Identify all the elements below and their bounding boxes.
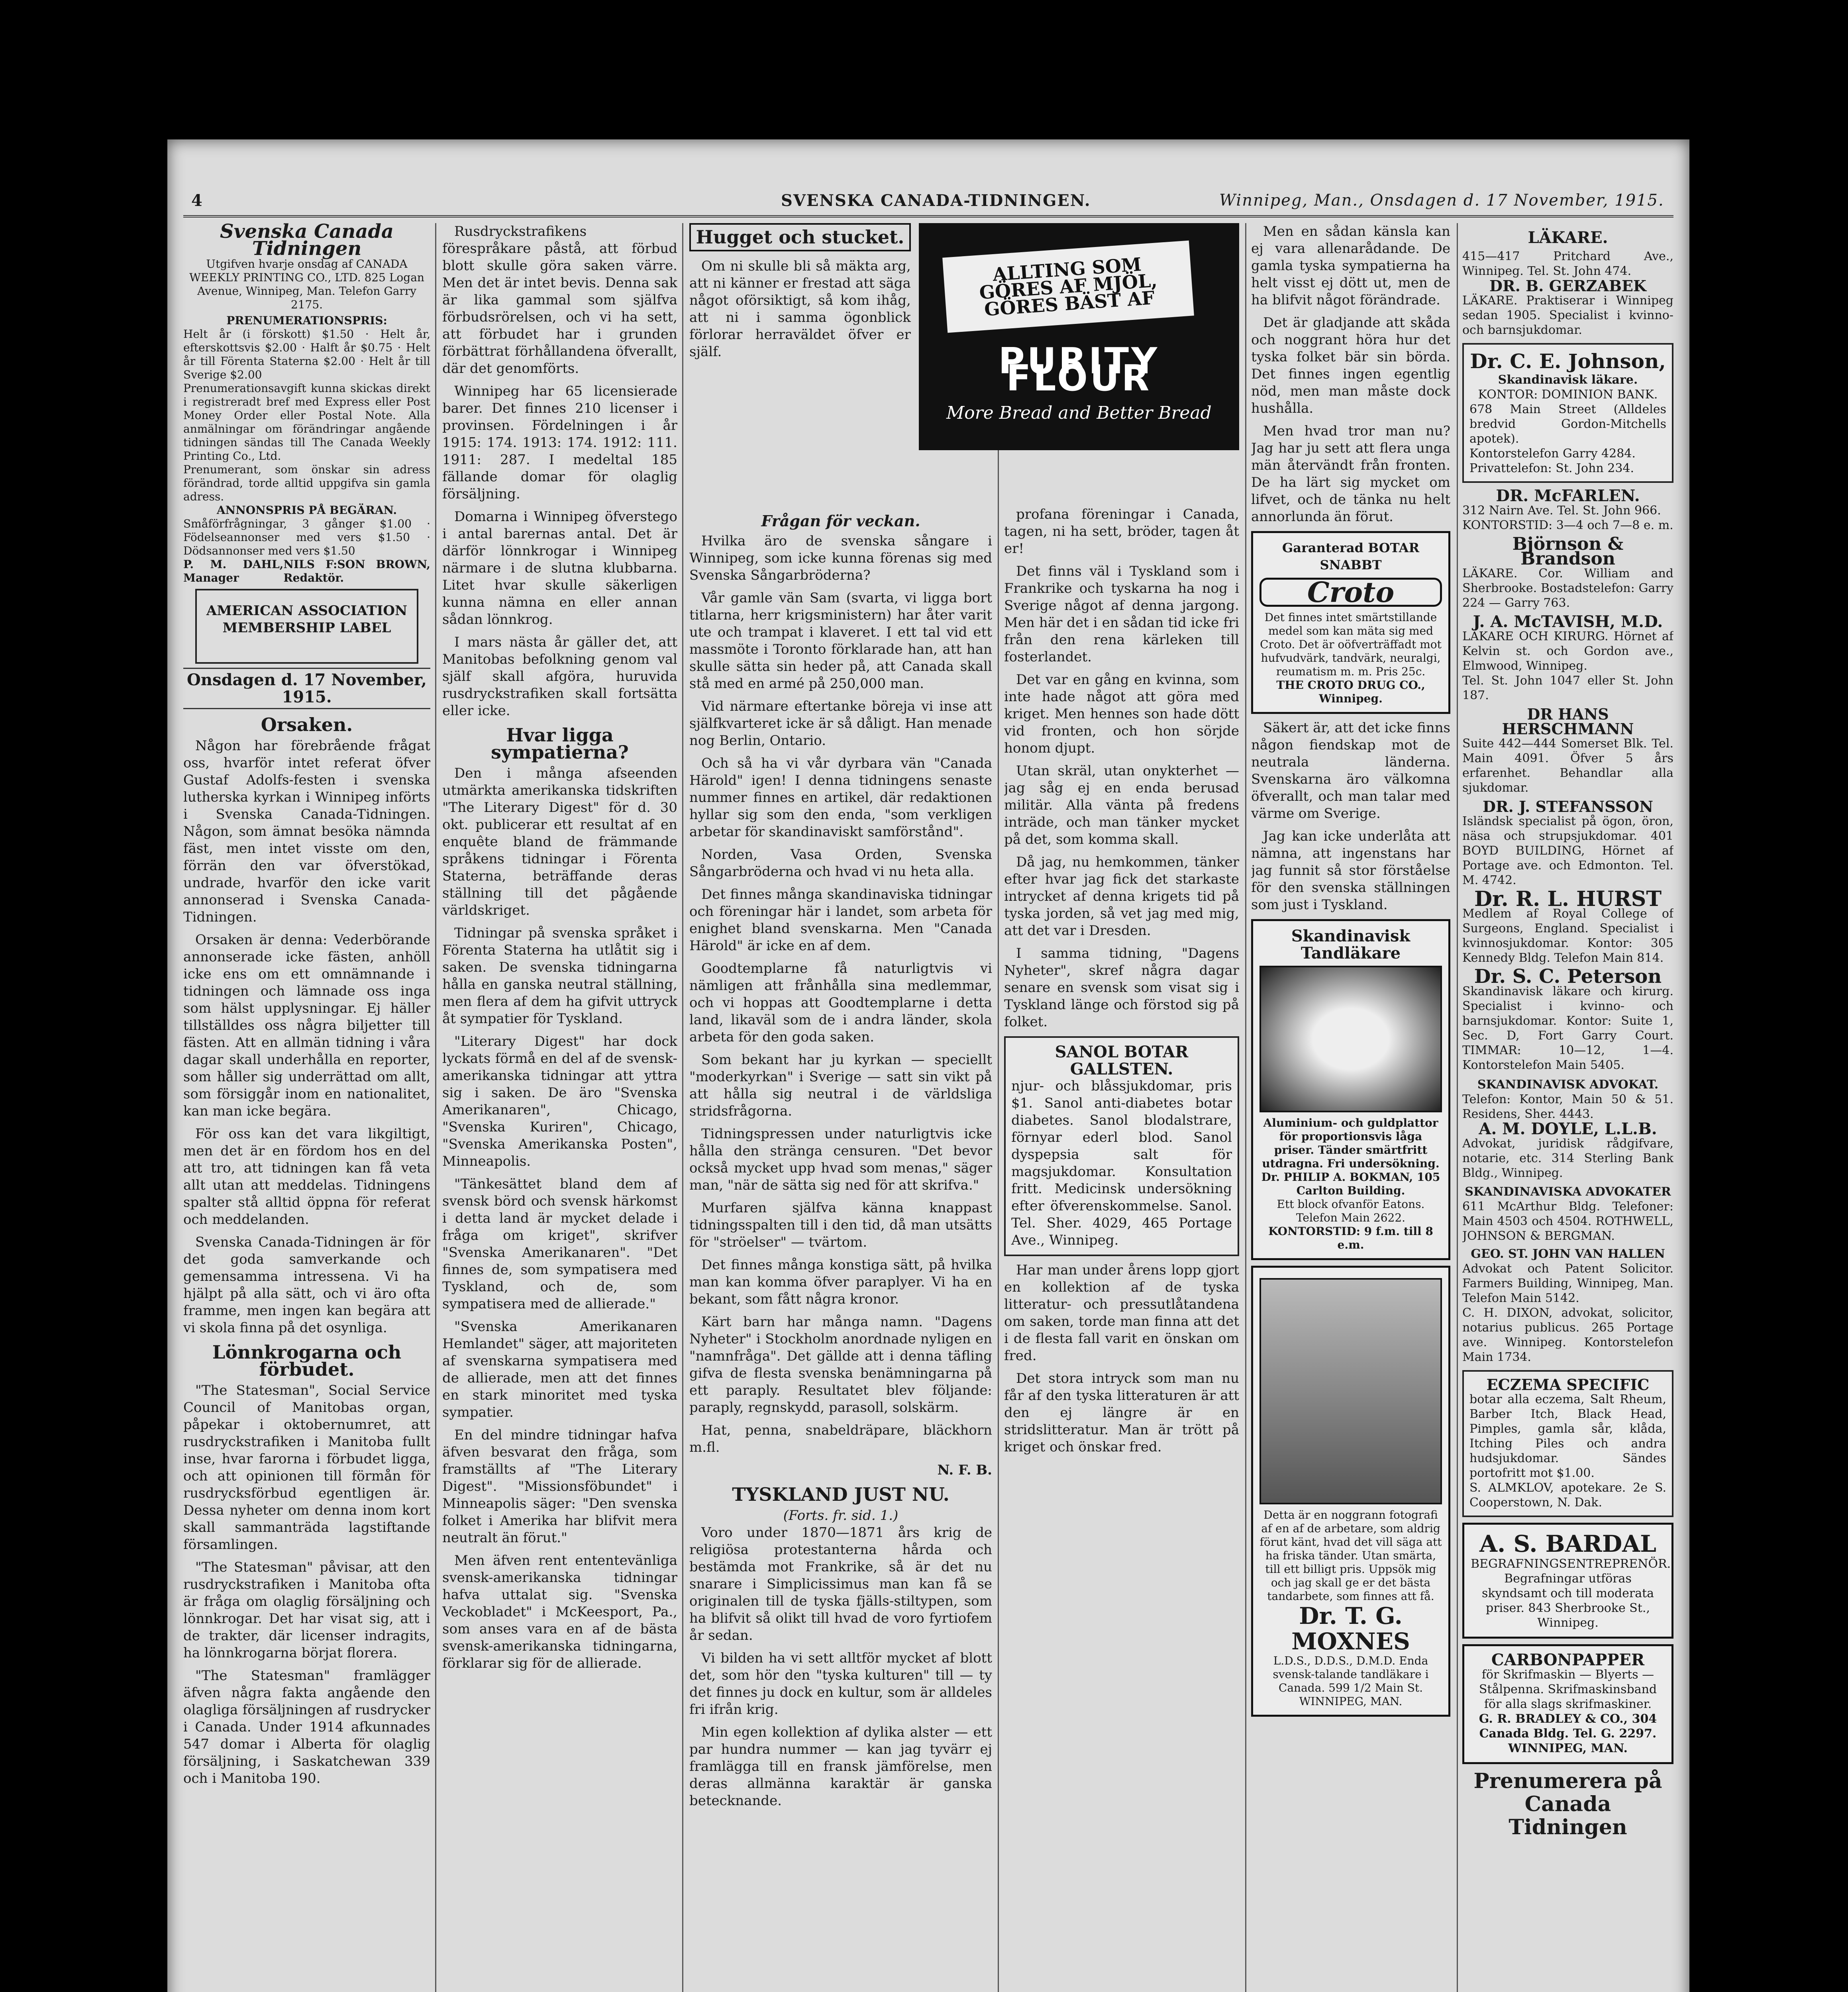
column-3 — [689, 506, 992, 1992]
mctavish-tel: Tel. St. John 1047 eller St. John 187. — [1462, 674, 1673, 702]
ads-rates: Småförfrågningar, 3 gånger $1.00 · Födelseannonser med vers $1.50 · Dödsannonser med vers $1.50 — [183, 517, 430, 557]
article-paragraph: Men en sådan känsla kan ej vara allenarådande. De gamla tyska sympatierna ha helt visst ej dött ut, men de ha blifvit något förändrade. — [1251, 224, 1450, 308]
mctavish-desc: LÄKARE OCH KIRURG. Hörnet af Kelvin st. och Gordon ave., Elmwood, Winnipeg. — [1462, 629, 1673, 673]
herschmann-desc: Suite 442—444 Somerset Blk. Tel. Main 4091. Öfver 5 års erfarenhet. Behandlar alla sjukdomar. — [1462, 737, 1673, 795]
advokater-desc: 611 McArthur Bldg. Telefoner: Main 4503 och 4504. ROTHWELL, JOHNSON & BERGMAN. — [1462, 1200, 1673, 1243]
tandlakare-hours: KONTORSTID: 9 f.m. till 8 e.m. — [1268, 1225, 1433, 1251]
continued-note: (Forts. fr. sid. 1.) — [783, 1508, 898, 1523]
article-paragraph: Orsaken är denna: Vederbörande annonserade icke fästen, anhöll icke ens om ett omnämnande i tidningen och lämnade oss inga som hälst upplysningar. Ej häller tillställdes oss några biljetter till fästen. Att en allmän tidning i våra dagar skall underhålla en reporter, som håller sig underrättad om allt, som försiggår inom en nationalitet, kan man icke begära. — [183, 932, 430, 1119]
article-paragraph: Någon har förebrående frågat oss, hvarför intet referat öfver Gustaf Adolfs-festen i svenska lutherska kyrkan i Winnipeg införts i Svenska Canada-Tidningen. Någon, som ämnat besöka nämnda fäst, men intet visste om den, förrän den var öfverstökad, undrade, hvarför den icke varit annonserad i Svenska Canada-Tidningen. — [183, 738, 430, 925]
sanol-heading: SANOL BOTAR GALLSTEN. — [1055, 1043, 1189, 1078]
article-paragraph: Utan skräl, utan onykterhet — jag såg ej en enda berusad militär. Alla vänta på fredens inträde, och man tänker mycket på det, som komma skall. — [1004, 763, 1239, 847]
mctavish-name: J. A. McTAVISH, M.D. — [1473, 612, 1663, 631]
article-paragraph: Det stora intryck som man nu får af den tyska litteraturen är att den ej längre är en stridslitteratur. Man är trött på kriget och önskar fred. — [1004, 1370, 1239, 1455]
carbonpapper-text: för Skrifmaskin — Blyerts — Stålpenna. Skrifmaskinsband för alla slags skrifmaskiner. — [1479, 1668, 1657, 1711]
article-paragraph: För oss kan det vara likgiltigt, men det är en fördom hos en del att tro, att tidningen kan få veta allt utan att meddelas. Tidningens spalter stå alltid öppna för referat och meddelanden. — [183, 1126, 430, 1227]
publisher-info: Utgifven hvarje onsdag af CANADA WEEKLY PRINTING CO., LTD. 825 Logan Avenue, Winnipeg, Man. Telefon Garry 2175. — [189, 257, 424, 311]
article-paragraph: Om ni skulle bli så mäkta arg, att ni känner er frestad att säga något oförsiktigt, så kom ihåg, att ni i samma ögonblick förlorar herraväldet öfver er själf. — [689, 258, 911, 360]
article-paragraph: Hat, penna, snabeldräpare, bläckhorn m.fl. — [689, 1422, 992, 1455]
moxnes-name: Dr. T. G. MOXNES — [1291, 1602, 1410, 1655]
article-paragraph: Säkert är, att det icke finns någon fiendskap mot de neutrala länderna. Svenskarna äro välkomna öfverallt, och man talar med värme om Sverige. — [1251, 720, 1450, 822]
purity-flour-brand: PURITY FLOUR — [998, 340, 1160, 399]
article-paragraph: Det var en gång en kvinna, som inte hade något att göra med kriget. Men hennes son hade dött vid fronten, och hon sörjde honom djupt. — [1004, 672, 1239, 756]
article-paragraph: profana föreningar i Canada, tagen, ni ha sett, bröder, tagen åt er! — [1004, 506, 1239, 557]
article-paragraph: I samma tidning, "Dagens Nyheter", skref några dagar senare en svensk som visat sig i Tyskland länge och förstod sig på folket. — [1004, 945, 1239, 1030]
issue-dateline: Winnipeg, Man., Onsdagen d. 17 November, 1915. — [1219, 191, 1664, 210]
moxnes-ad — [1251, 1266, 1450, 1717]
article-paragraph: Men hvad tror man nu? Jag har ju sett att flera unga män återvändt från fronten. De ha lärt sig mycket om lifvet, och de tänka nu helt annorlunda än förut. — [1251, 423, 1450, 525]
croto-company: THE CROTO DRUG CO., Winnipeg. — [1276, 678, 1425, 705]
sanol-text: njur- och blåssjukdomar, pris $1. Sanol anti-diabetes botar diabetes. Sanol blodalstrare, förnyar ederl blod. Sanol dyspepsia salt för magsjukdomar. Konsultation fritt. Medicinsk undersökning efter öfverenskommelse. Sanol. Tel. Sher. 4029, 465 Portage Ave., Winnipeg. — [1011, 1078, 1232, 1248]
article-paragraph: "The Statesman", Social Service Council of Manitobas organ, påpekar i oktobernumret, att rusdryckstrafiken i Manitoba fullt inse, hvar farorna i förbudet ligga, och att opinionen till förmån för rusdrycksförbud egentligen är. Dessa nyheter om denna inom kort skall sammanträda lagstiftande församlingen. — [183, 1382, 430, 1553]
masthead: Svenska Canada Tidningen — [220, 223, 394, 260]
carbonpapper-company: G. R. BRADLEY & CO., 304 Canada Bldg. Tel. G. 2297. WINNIPEG, MAN. — [1479, 1712, 1657, 1755]
johnson-name: Dr. C. E. Johnson, — [1470, 349, 1666, 373]
advokat-1-tel: Telefon: Kontor, Main 50 & 51. Residens, Sher. 4443. — [1462, 1092, 1673, 1121]
article-paragraph: Svenska Canada-Tidningen är för det goda samverkande och gemensamma intressena. Vi ha hjälpt på alla sätt, och vi äro ofta framme, men ingen kan begära att vi skola finna på det osynliga. — [183, 1234, 430, 1336]
article-paragraph: Vi bilden ha vi sett alltför mycket af blott det, som hör den "tyska kulturen" till — ty det finnes ju dock en kultur, som är alldeles fri ifrån krig. — [689, 1650, 992, 1718]
newspaper-title: SVENSKA CANADA-TIDNINGEN. — [781, 191, 1091, 210]
subscription-notice: Prenumerationsavgift kunna skickas direkt i registreradt bref med Express eller Post Money Order eller Postal Note. Alla anmälningar om förändringar angående tidningen sändas till The Canada Weekly Printing Co., Ltd. — [183, 382, 430, 463]
prices-title: PRENUMERATIONSPRIS: — [226, 314, 387, 327]
article-paragraph: "Tänkesättet bland dem af svensk börd och svensk härkomst i detta land är mycket delade i fråga om kriget", skrifver "Svenska Amerikanaren". "Det finnes de, som sympatisera med Tyskland, och de, som sympatisera med de allierade." — [442, 1176, 677, 1312]
article-paragraph: "Svenska Amerikanaren Hemlandet" säger, att majoriteten af svenskarna sympatisera med de allierade, men att det finnes en stark minoritet med tyska sympatier. — [442, 1319, 677, 1420]
johnson-title: Skandinavisk läkare. — [1498, 373, 1638, 387]
lakare-heading: LÄKARE. — [1528, 228, 1608, 247]
peterson-name: Dr. S. C. Peterson — [1474, 965, 1662, 988]
article-paragraph: Domarna i Winnipeg öfverstego i antal barernas antal. Det är därför lönnkrogar i Winnipeg närmare i de slutna klubbarna. Litet hvar skulle säkerligen kunna nämna en eller annan sådan lönnkrog. — [442, 509, 677, 627]
ads-title: ANNONSPRIS PÅ BEGÄRAN. — [216, 504, 397, 517]
tandlakare-doctor: Dr. PHILIP A. BOKMAN, 105 Carlton Building. — [1261, 1170, 1440, 1197]
article-paragraph: Som bekant har ju kyrkan — speciellt "moderkyrkan" i Sverige — satt sin vikt på att hålla sig neutral i de världsliga stridsfrågorna. — [689, 1052, 992, 1119]
headline-tyskland: TYSKLAND JUST NU. — [732, 1484, 950, 1505]
column-1 — [183, 223, 430, 1992]
article-paragraph: Tidningar på svenska språket i Förenta Staterna ha utlåtit sig i saken. De svenska tidningarna hålla en ganska neutral ställning, men flera af dem ha gifvit uttryck åt sympatier för Tyskland. — [442, 925, 677, 1027]
article-paragraph: Hvilka äro de svenska sångare i Winnipeg, som icke kunna förenas sig med Svenska Sångarbröderna? — [689, 533, 992, 583]
article-paragraph: Det är gladjande att skåda och noggrant höra hur det tyska folket bär sin börda. Det finnes ingen egentlig nöd, men man måste dock hushålla. — [1251, 315, 1450, 416]
purity-flour-ad — [919, 223, 1239, 450]
doyle-name: A. M. DOYLE, L.L.B. — [1479, 1120, 1657, 1138]
stefansson-name: DR. J. STEFANSSON — [1482, 798, 1654, 816]
mcfarlen-address: 312 Nairn Ave. Tel. St. John 966. — [1462, 504, 1661, 518]
article-paragraph: Och så ha vi vår dyrbara vän "Canada Härold" igen! I denna tidningens senaste nummer finnes en artikel, där redaktionen hyllar sig som den enda, "som verkligen arbetar för skandinaviskt samförstånd". — [689, 755, 992, 840]
johnson-address: 678 Main Street (Alldeles bredvid Gordon-Mitchells apotek). — [1469, 402, 1666, 446]
advokater-heading: SKANDINAVISKA ADVOKATER — [1465, 1185, 1671, 1199]
article-paragraph: "The Statesman" framlägger äfven några fakta angående den olagliga försäljningen af rusdrycker i Canada. Under 1914 afkunnades 547 domar i Alberta för olaglig försäljning, i Saskatchewan 339 och i Manitoba 190. — [183, 1668, 430, 1786]
eczema-text: botar alla eczema, Salt Rheum, Barber Itch, Black Head, Pimples, gamla sår, klåda, Itching Piles och andra hudsjukdomar. Sändes portofritt mot $1.00. — [1469, 1392, 1666, 1480]
editor: NILS F:SON BROWN, Redaktör. — [283, 558, 430, 584]
article-paragraph: Vid närmare eftertanke böreja vi inse att själfkvarteret icke är så dåligt. Han menade nog Berlin, Ontario. — [689, 698, 992, 749]
carbonpapper-ad — [1462, 1644, 1673, 1764]
column-5 — [1251, 223, 1450, 1992]
article-paragraph: Rusdryckstrafikens förespråkare påstå, att förbud blott skulle göra saken värre. Men det är intet bevis. Denna sak är lika gammal som själfva förbudsrörelsen, och vi ha sett, att förbudet har i grunden förbättrat förhållandena öfverallt, där det genomförts. — [442, 224, 677, 376]
lakare-1-name: DR. B. GERZABEK — [1489, 277, 1646, 295]
article-paragraph: Den i många afseenden utmärkta amerikanska tidskriften "The Literary Digest" för d. 30 okt. publicerar ett resultat af en enquête bland de främmande språkens tidningar i Förenta Staterna, beträffande deras ställning till det pågående världskriget. — [442, 765, 677, 918]
lakare-1-desc: LÄKARE. Praktiserar i Winnipeg sedan 1905. Specialist i kvinno- och barnsjukdomar. — [1462, 294, 1673, 337]
bjornson-name: Björnson & Brandson — [1512, 534, 1624, 569]
article-paragraph: "Literary Digest" har dock lyckats förmå en del af de svensk-amerikanska tidningar att yttra sig i saken. De äro "Svenska Amerikanaren", Chicago, "Svenska Kuriren", Chicago, "Svenska Amerikanska Posten", Minneapolis. — [442, 1033, 677, 1169]
prices: Helt år (i förskott) $1.50 · Helt år, efterskottsvis $2.00 · Halft år $0.75 · Helt år till Förenta Staterna $2.00 · Helt år till Sverige $2.00 — [183, 327, 430, 381]
article-paragraph: Vår gamle vän Sam (svarta, vi ligga bort titlarna, herr krigsministern) har åter varit ute och trampat i klaveret. I ett tal vid ett massmöte i Toronto förklarade han, att han skulle sätta sin heder på, att Canada skall stå med en armé på 250,000 man. — [689, 590, 992, 692]
bardal-name: A. S. BARDAL — [1479, 1530, 1656, 1557]
tandlakare-heading: Skandinavisk Tandläkare — [1291, 927, 1411, 963]
article-paragraph: Jag kan icke underlåta att nämna, att ingenstans har jag funnit så stor förståelse för den svenska ställningen som just i Tyskland. — [1251, 828, 1450, 913]
purity-flour-slogan: More Bread and Better Bread — [946, 403, 1212, 423]
van-hallen-desc: Advokat och Patent Solicitor. Farmers Building, Winnipeg, Man. Telefon Main 5142. — [1462, 1262, 1673, 1305]
purity-flour-ad-area — [689, 223, 1239, 502]
column-rule — [1457, 223, 1458, 1992]
article-paragraph: Winnipeg har 65 licensierade barer. Det finnes 210 licenser i provinsen. Fördelningen i år 1915: 174. 1913: 174. 1912: 111. 1911: 287. I medeltal 185 fällande domar för olaglig försäljning. — [442, 383, 677, 502]
eczema-title: ECZEMA SPECIFIC — [1486, 1376, 1650, 1394]
bardal-desc: BEGRAFNINGSENTREPRENÖR. Begrafningar utföras skyndsamt och till moderata priser. 843 Sherbrooke St., Winnipeg. — [1471, 1557, 1671, 1630]
lakare-1-address: 415—417 Pritchard Ave., Winnipeg. Tel. St. John 474. — [1462, 249, 1673, 278]
doyle-desc: Advokat, juridisk rådgifvare, notarie, etc. 314 Sterling Bank Bldg., Winnipeg. — [1462, 1137, 1673, 1180]
manager: P. M. DAHL, Manager — [183, 558, 284, 584]
mcfarlen-hours: KONTORSTID: 3—4 och 7—8 e. m. — [1462, 518, 1673, 532]
hugget-och-stucket-heading: Hugget och stucket. — [689, 223, 911, 251]
address-notice: Prenumerant, som önskar sin adress förändrad, torde alltid uppgifva sin gamla adress. — [183, 463, 430, 503]
dixon-desc: C. H. DIXON, advokat, solicitor, notarius publicus. 265 Portage ave. Winnipeg. Kontorstelefon Main 1734. — [1462, 1306, 1673, 1364]
article-paragraph: Har man under årens lopp gjort en kollektion af de tyska litteratur- och pressutlåtandena om saken, torde man finna att det i de flesta fall varit en önskan om fred. — [1004, 1262, 1239, 1364]
tandlakare-text: Aluminium- och guldplattor för proportionsvis låga priser. Tänder smärtfritt utdragna. Fri undersökning. — [1262, 1116, 1440, 1170]
headline-lonnkrogarna: Lönnkrogarna och förbudet. — [212, 1341, 402, 1380]
headline-sympatierna: Hvar ligga sympatierna? — [491, 724, 629, 763]
column-4 — [1004, 506, 1239, 1992]
article-paragraph: Det finnes många konstiga sätt, på hvilka man kan komma öfver paraplyer. Vi ha en bekant, som fått några kronor. — [689, 1257, 992, 1307]
article-paragraph: Norden, Vasa Orden, Svenska Sångarbröderna och hvad vi nu heta alla. — [689, 847, 992, 880]
article-paragraph: En del mindre tidningar hafva äfven besvarat den fråga, som framställts af "The Literary Digest". "Missionsföbundet" i Minneapolis säger: "Den svenska folket i Amerika har blifvit mera neutralt än förut." — [442, 1427, 677, 1546]
johnson-tel: Kontorstelefon Garry 4284. — [1469, 447, 1636, 461]
johnson-office: KONTOR: DOMINION BANK. — [1478, 388, 1658, 402]
page-header — [183, 187, 1673, 218]
column-6-directory — [1462, 223, 1673, 1992]
bardal-ad — [1462, 1523, 1673, 1639]
sanol-ad — [1004, 1036, 1239, 1256]
croto-text: Det finnes intet smärtstillande medel som kan mäta sig med Croto. Det är oöfverträffadt mot hufvudvärk, tandvärk, neuralgi, reumatism m. m. Pris 25c. — [1260, 611, 1442, 678]
stefansson-desc: Isländsk specialist på ögon, öron, näsa och strupsjukdomar. 401 BOYD BUILDING, Hörnet af Portage ave. och Edmonton. Tel. M. 4742. — [1462, 814, 1673, 887]
croto-guarantee: Garanterad BOTAR SNABBT — [1282, 540, 1420, 573]
tandlakare-address: Ett block ofvanför Eatons. Telefon Main 2622. — [1277, 1198, 1425, 1224]
headline-fragan: Frågan för veckan. — [761, 512, 920, 530]
newspaper-page — [167, 139, 1689, 1992]
carbonpapper-title: CARBONPAPPER — [1491, 1651, 1645, 1669]
article-paragraph: Min egen kollektion af dylika alster — ett par hundra nummer — kan jag tyvärr ej framlägga till en fransk jämförelse, men deras allmänna karaktär är ganska betecknande. — [689, 1724, 992, 1809]
signature: N. F. B. — [937, 1462, 992, 1478]
article-paragraph: Det finns väl i Tyskland som i Frankrike och tyskarna ha nog i Sverige något af denna jargong. Men här det i en sådan tid icke fri från den rena kärleken till fosterlandet. — [1004, 563, 1239, 665]
article-paragraph: "The Statesman" påvisar, att den rusdryckstrafiken i Manitoba ofta är fråga om olaglig försäljning och lönnkrogar. Det har visat sig, att i de trakter, där licenser indragits, ha lönnkrogarna börjat florera. — [183, 1559, 430, 1661]
article-paragraph: I mars nästa år gäller det, att Manitobas befolkning genom val själf skall afgöra, huruvida rusdryckstrafiken skall fortsätta eller icke. — [442, 634, 677, 719]
union-label-stamp: AMERICAN ASSOCIATION MEMBERSHIP LABEL — [195, 589, 418, 664]
johnson-home: Privattelefon: St. John 234. — [1469, 461, 1634, 475]
article-paragraph: Goodtemplarne få naturligtvis vi nämligen att frånhålla sina medlemmar, och vi hoppas att Goodtemplarne i detta land, likaväl som de i andra länder, skola arbeta för den goda saken. — [689, 961, 992, 1045]
column-rule — [1245, 223, 1246, 1992]
page-number: 4 — [191, 191, 203, 210]
article-paragraph: Då jag, nu hemkommen, tänker efter hvar jag fick det starkaste intrycket af denna krigets tid på tyska jorden, så vet jag med mig, att det var i Dresden. — [1004, 854, 1239, 939]
eczema-ad — [1462, 1370, 1673, 1517]
johnson-ad — [1462, 343, 1673, 483]
headline-orsaken: Orsaken. — [261, 714, 353, 735]
bjornson-desc: LÄKARE. Cor. William and Sherbrooke. Bostadstelefon: Garry 224 — Garry 763. — [1462, 567, 1673, 610]
issue-date: Onsdagen d. 17 November, 1915. — [183, 668, 430, 709]
croto-logo: Croto — [1259, 578, 1442, 607]
eczema-company: S. ALMKLOV, apotekare. 2e S. Cooperstown, N. Dak. — [1469, 1481, 1666, 1510]
herschmann-name: DR HANS HERSCHMANN — [1502, 705, 1634, 738]
article-paragraph: Voro under 1870—1871 års krig de religiösa protestanterna hårda och bestämda mot Frankrike, så är det nu snarare i Simplicissimus man kan få se originalen till de tyska fjälls-stiltypen, som ha blifvit så olikt till hvad de voro fyrtiofem år sedan. — [689, 1525, 992, 1643]
croto-ad — [1251, 531, 1450, 714]
moxnes-address: L.D.S., D.D.S., D.M.D. Enda svensk-talande tandläkare i Canada. 599 1/2 Main St. WINNIPEG, MAN. — [1273, 1654, 1429, 1708]
article-paragraph: Det finnes många skandinaviska tidningar och föreningar här i landet, som arbeta för enighet bland svenskarna. Men "Canada Härold" är icke en af dem. — [689, 886, 992, 954]
column-rule — [682, 223, 683, 1992]
article-paragraph: Murfaren själfva känna knappast tidningsspalten till i den tid, då man utsätts för "ströelser" — tvärtom. — [689, 1200, 992, 1250]
advokat-heading: SKANDINAVISK ADVOKAT. — [1477, 1078, 1659, 1092]
hurst-name: Dr. R. L. HURST — [1474, 887, 1662, 911]
dentures-illustration — [1259, 966, 1442, 1112]
peterson-desc: Skandinavisk läkare och kirurg. Specialist i kvinno- och barnsjukdomar. Kontor: Suite 1, Sec. D, Fort Garry Court. TIMMAR: 10—12, 1—4. Kontorstelefon Main 5405. — [1462, 984, 1673, 1072]
moxnes-photo — [1259, 1278, 1442, 1504]
prenumerera-ad: Prenumerera på Canada Tidningen — [1473, 1769, 1662, 1839]
article-paragraph: Kärt barn har många namn. "Dagens Nyheter" i Stockholm anordnade nyligen en "namnfråga". Det gällde att i denna täfling gifva de flesta svenska benämningarna på ett paraply. Resultatet blev följande: paraply, regnskydd, parasoll, solskärm. — [689, 1314, 992, 1416]
column-2 — [442, 223, 677, 1992]
column-rule — [435, 223, 436, 1992]
article-paragraph: Men äfven rent ententevänliga svensk-amerikanska tidningar hafva uttalat sig. "Svenska Veckobladet" i McKeesport, Pa., som anses vara en af de bästa svensk-amerikanska tidningarna, förklarar sig för de allierade. — [442, 1553, 677, 1671]
hurst-desc: Medlem af Royal College of Surgeons, England. Specialist i kvinnosjukdomar. Kontor: 305 Kennedy Bldg. Telefon Main 814. — [1462, 907, 1673, 965]
article-paragraph: Tidningspressen under naturligtvis icke hålla den stränga censuren. "Det bevor också mycket upp hvad som menas," säger man, "när de sätta sig ned för att skrifva." — [689, 1126, 992, 1193]
moxnes-text: Detta är en noggrann fotografi af en af de arbetare, som aldrig förut känt, hvad det vill säga att ha friska tänder. Utan smärta, till ett billigt pris. Uppsök mig och jag skall ge er det bästa tandarbete, som finnes att få. — [1259, 1508, 1442, 1603]
skandinavisk-tandlakare-ad — [1251, 919, 1450, 1260]
mcfarlen-name: DR. McFARLEN. — [1496, 486, 1640, 505]
van-hallen-name: GEO. ST. JOHN VAN HALLEN — [1471, 1247, 1665, 1261]
purity-flour-tagline: ALLTING SOM GÖRES AF MJÖL, GÖRES BÄST AF — [942, 241, 1194, 333]
